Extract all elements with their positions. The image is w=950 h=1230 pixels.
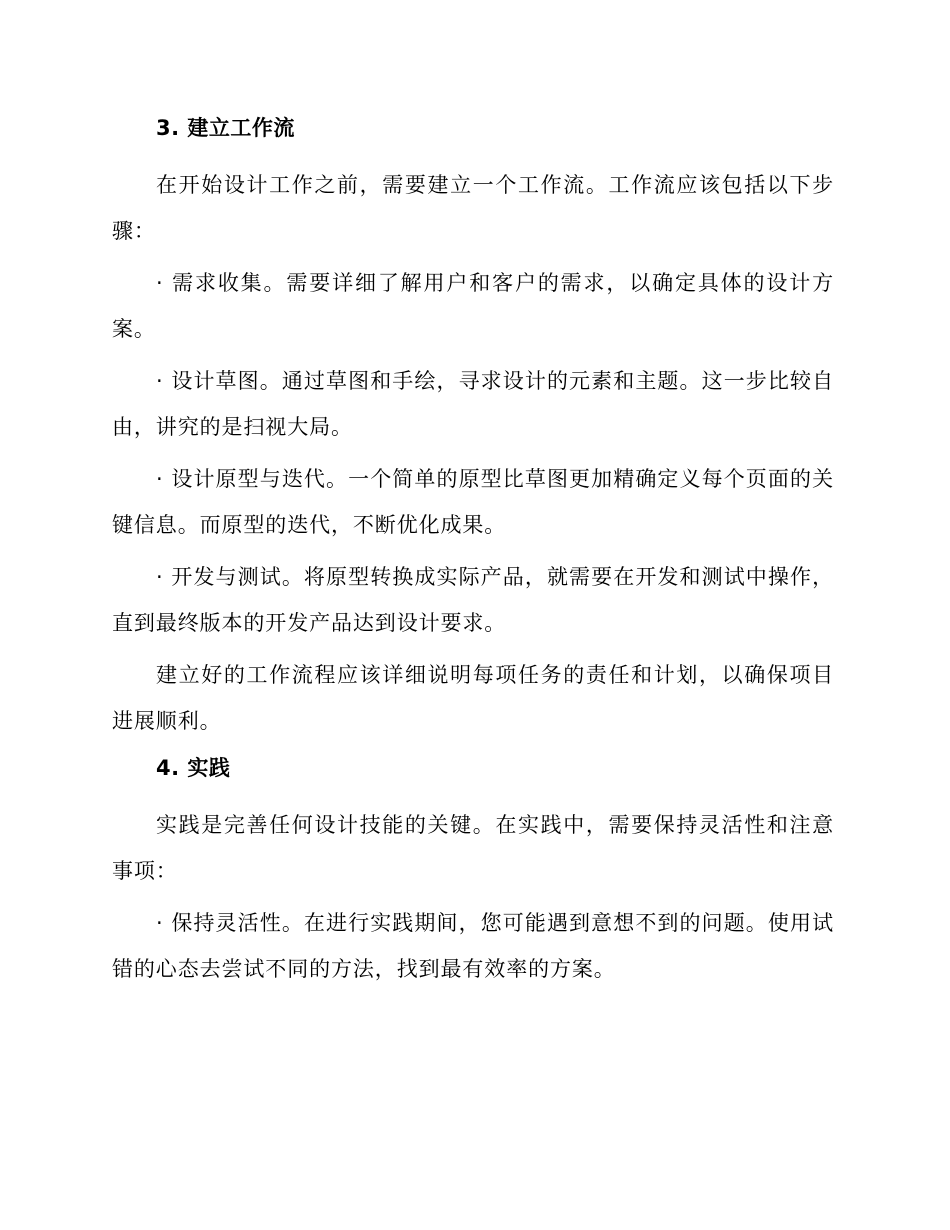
bullet-sketch: · 设计草图。通过草图和手绘，寻求设计的元素和主题。这一步比较自由，讲究的是扫视大局。 [112,369,834,439]
section-heading-workflow: 3. 建立工作流 [156,116,295,140]
bullet-prototype: · 设计原型与迭代。一个简单的原型比草图更加精确定义每个页面的关键信息。而原型的迭代，不断优化成果。 [112,467,834,537]
paragraph-practice-intro: 实践是完善任何设计技能的关键。在实践中，需要保持灵活性和注意事项： [112,813,834,883]
section-heading-practice: 4. 实践 [156,756,231,780]
bullet-requirements: · 需求收集。需要详细了解用户和客户的需求，以确定具体的设计方案。 [112,271,834,341]
bullet-flexibility: · 保持灵活性。在进行实践期间，您可能遇到意想不到的问题。使用试错的心态去尝试不同的方法，找到最有效率的方案。 [112,911,834,981]
bullet-development: · 开发与测试。将原型转换成实际产品，就需要在开发和测试中操作，直到最终版本的开发产品达到设计要求。 [112,565,834,635]
paragraph-workflow-conclusion: 建立好的工作流程应该详细说明每项任务的责任和计划，以确保项目进展顺利。 [112,663,834,733]
paragraph-workflow-intro: 在开始设计工作之前，需要建立一个工作流。工作流应该包括以下步骤： [112,173,834,243]
document-content [112,110,834,998]
